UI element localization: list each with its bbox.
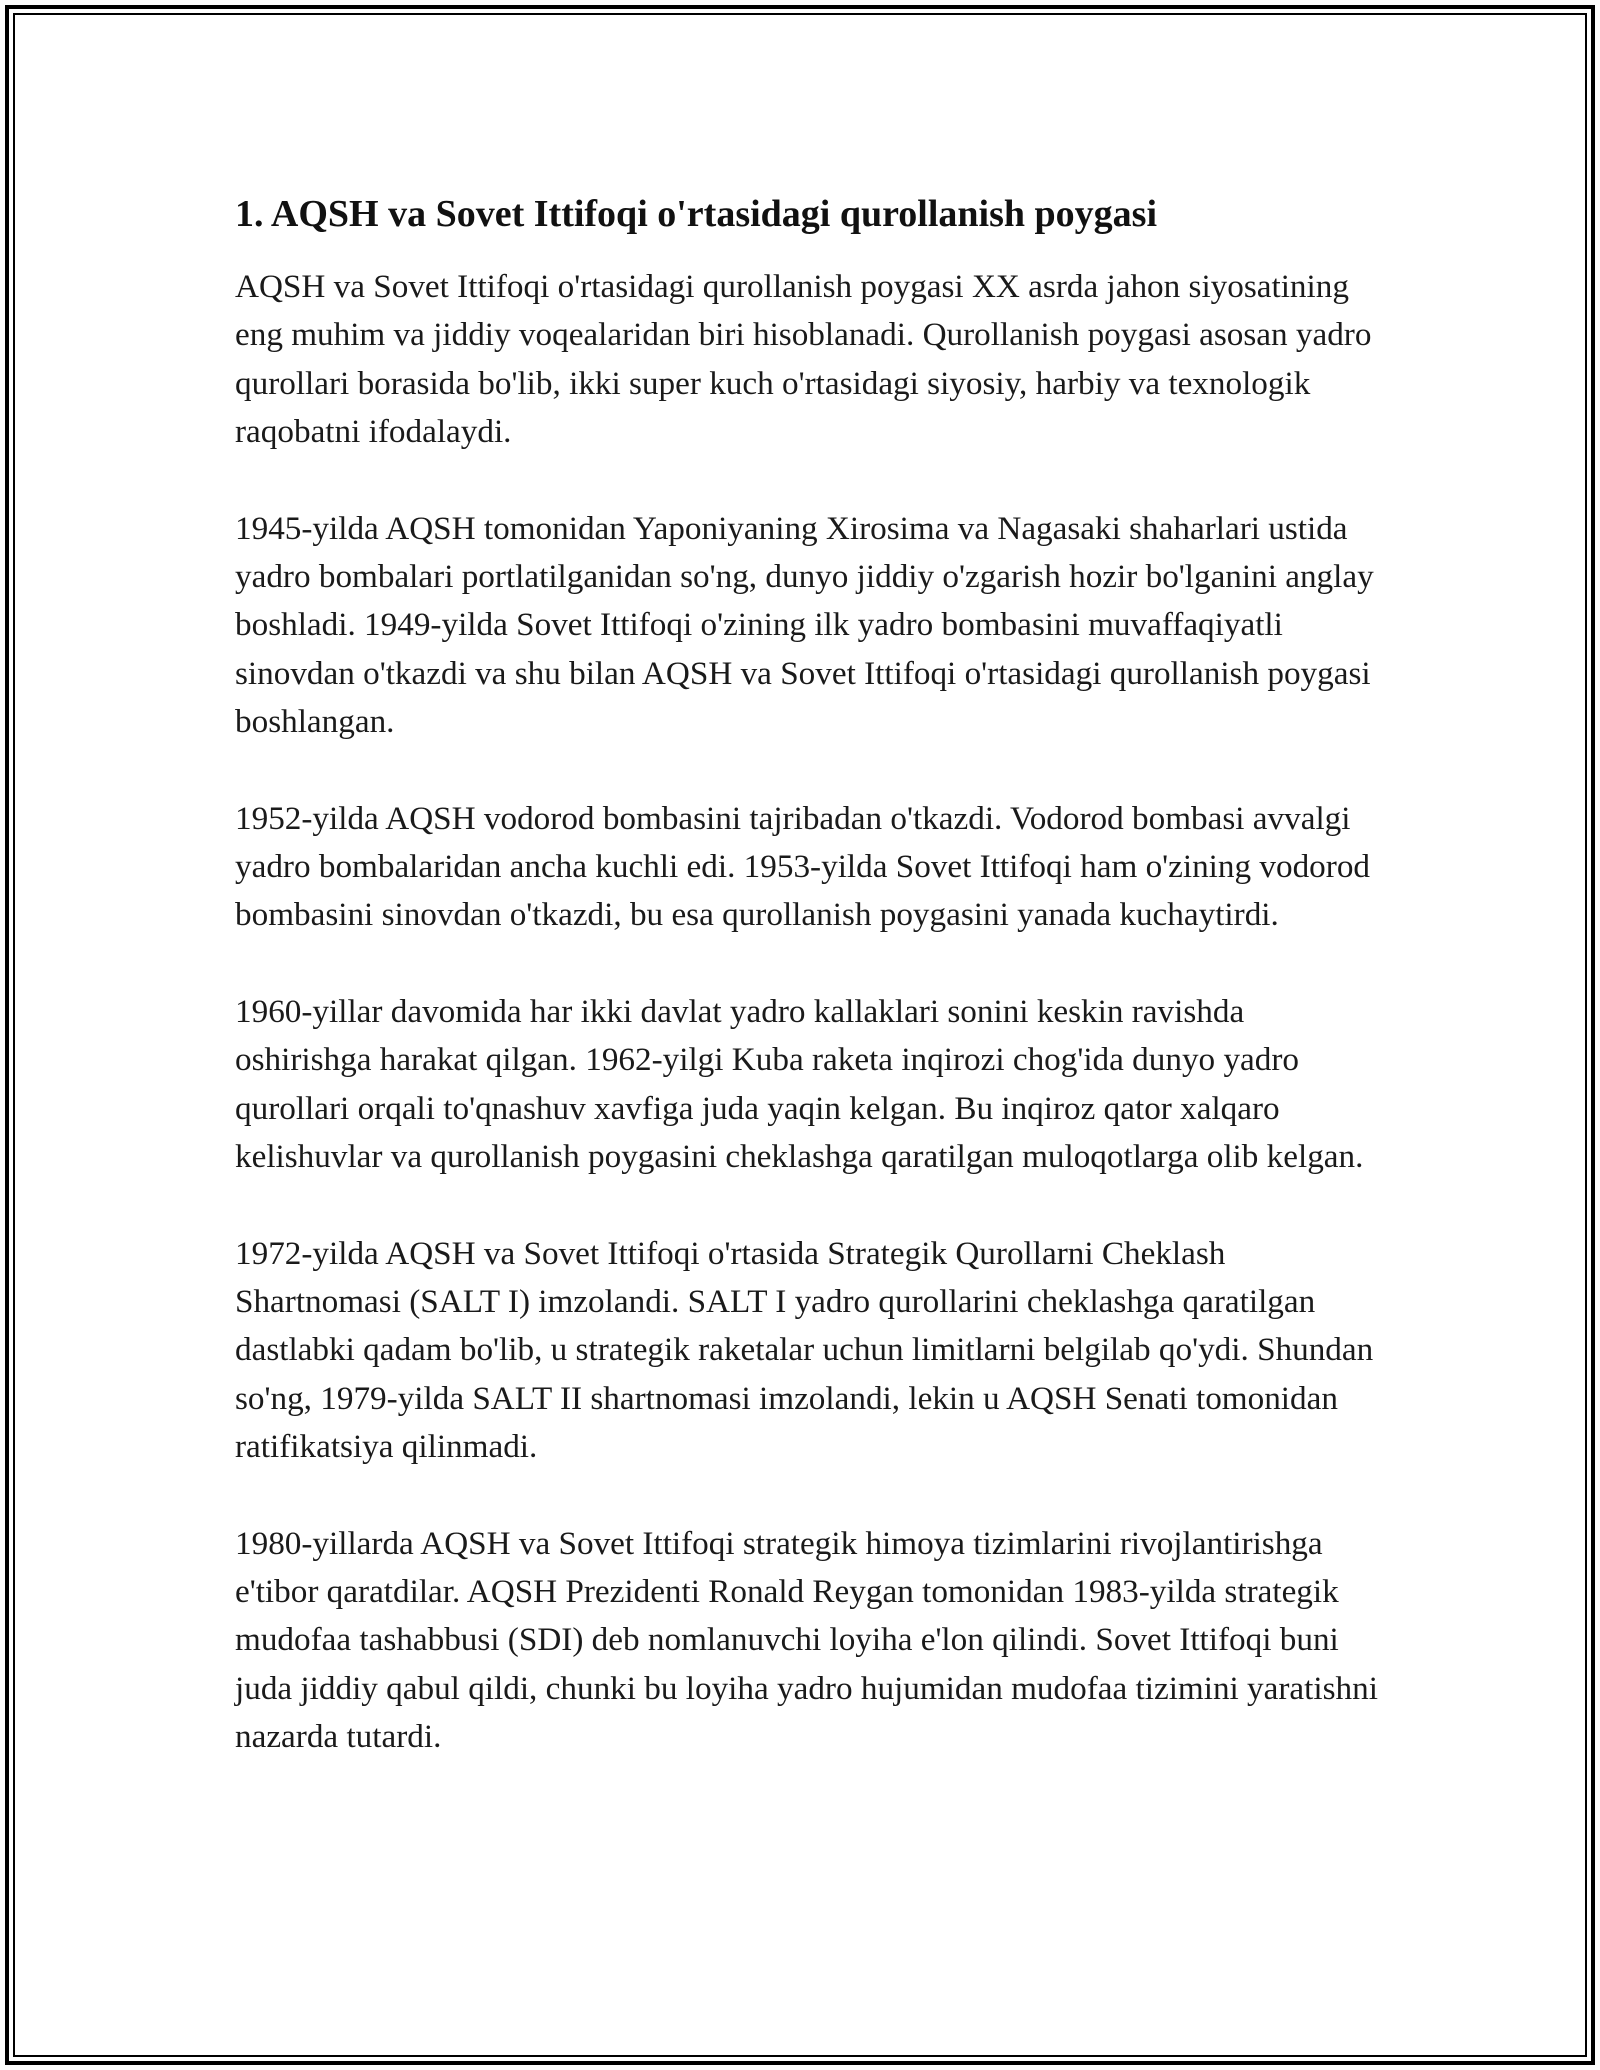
paragraph-1972: 1972-yilda AQSH va Sovet Ittifoqi o'rtasida Strategik Qurollarni Cheklash Shartnomasi (SALT I) imzolandi. SALT I yadro qurollarini cheklashga qaratilgan dastlabki qadam bo'lib, u strategik raketalar uchun limitlarni belgilab qo'ydi. Shundan so'ng, 1979-yilda SALT II shartnomasi imzolandi, lekin u AQSH Senati tomonidan ratifikatsiya qilinmadi. bbox=[235, 1234, 1374, 1466]
paragraph-1952: 1952-yilda AQSH vodorod bombasini tajribadan o'tkazdi. Vodorod bombasi avvalgi yadro bombalaridan ancha kuchli edi. 1953-yilda Sovet Ittifoqi ham o'zining vodorod bombasini sinovdan o'tkazdi, bu esa qurollanish poygasini yanada kuchaytirdi. bbox=[235, 799, 1371, 934]
document-body bbox=[235, 185, 1385, 1810]
paragraph-1945: 1945-yilda AQSH tomonidan Yaponiyaning Xirosima va Nagasaki shaharlari ustida yadro bombalari portlatilganidan so'ng, dunyo jiddiy o'zgarish hozir bo'lganini anglay boshladi. 1949-yilda Sovet Ittifoqi o'zining ilk yadro bombasini muvaffaqiyatli sinovdan o'tkazdi va shu bilan AQSH va Sovet Ittifoqi o'rtasidagi qurollanish poygasi boshlangan. bbox=[235, 509, 1374, 741]
section-title: 1. AQSH va Sovet Ittifoqi o'rtasidagi qurollanish poygasi bbox=[235, 193, 1158, 235]
paragraph-1980s: 1980-yillarda AQSH va Sovet Ittifoqi strategik himoya tizimlarini rivojlantirishga e'tibor qaratdilar. AQSH Prezidenti Ronald Reygan tomonidan 1983-yilda strategik mudofaa tashabbusi (SDI) deb nomlanuvchi loyiha e'lon qilindi. Sovet Ittifoqi buni juda jiddiy qabul qildi, chunki bu loyiha yadro hujumidan mudofaa tizimini yaratishni nazarda tutardi. bbox=[235, 1524, 1378, 1756]
paragraph-intro: AQSH va Sovet Ittifoqi o'rtasidagi qurollanish poygasi XX asrda jahon siyosatining eng muhim va jiddiy voqealaridan biri hisoblanadi. Qurollanish poygasi asosan yadro qurollari borasida bo'lib, ikki super kuch o'rtasidagi siyosiy, harbiy va texnologik raqobatni ifodalaydi. bbox=[235, 268, 1372, 451]
paragraph-1960s: 1960-yillar davomida har ikki davlat yadro kallaklari sonini keskin ravishda oshirishga harakat qilgan. 1962-yilgi Kuba raketa inqirozi chog'ida dunyo yadro qurollari orqali to'qnashuv xavfiga juda yaqin kelgan. Bu inqiroz qator xalqaro kelishuvlar va qurollanish poygasini cheklashga qaratilgan muloqotlarga olib kelgan. bbox=[235, 992, 1364, 1176]
